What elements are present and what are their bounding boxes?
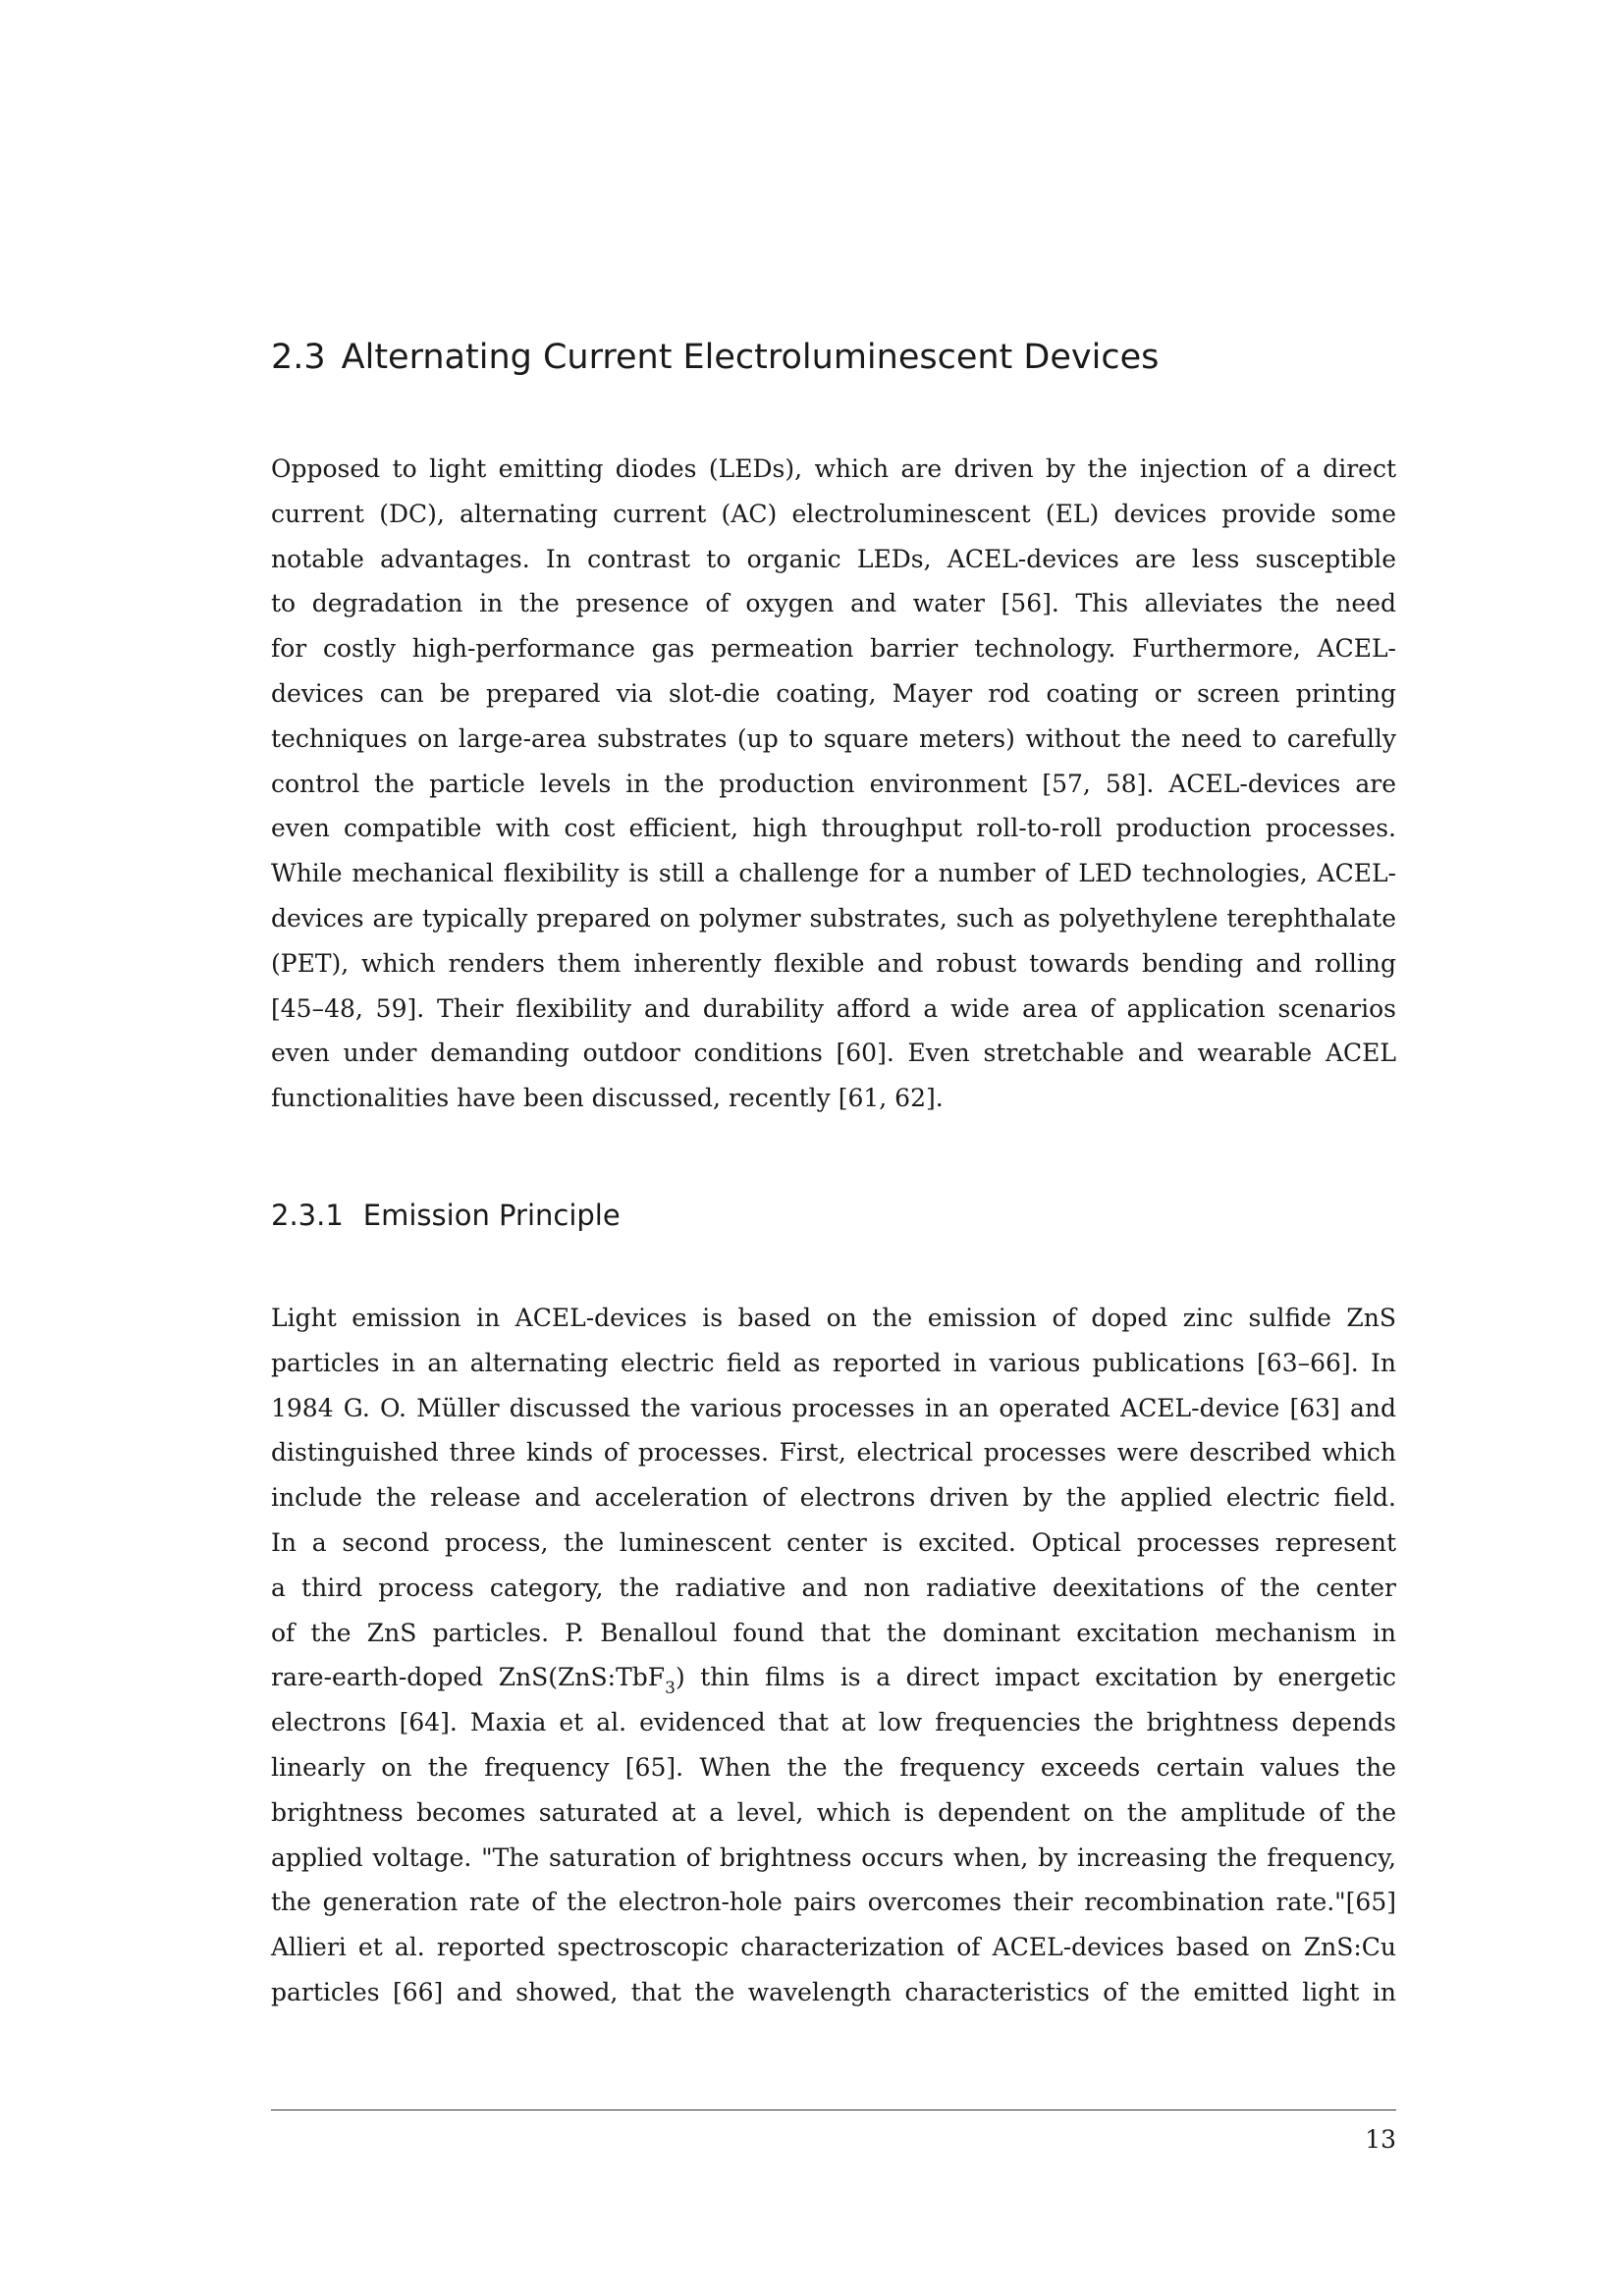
text-line: Allieri et al. reported spectroscopic characterization of ACEL-devices based on ZnS:Cu — [271, 1933, 1396, 1962]
text-line: Opposed to light emitting diodes (LEDs), which are driven by the injection of a direct — [271, 454, 1396, 483]
text-line: particles [66] and showed, that the wavelength characteristics of the emitted light in — [271, 1977, 1396, 2006]
text-line: functionalities have been discussed, recently [61, 62]. — [271, 1084, 944, 1113]
text-line: devices are typically prepared on polymer substrates, such as polyethylene terephthalate — [271, 903, 1396, 933]
section-number: 2.3 — [271, 338, 326, 377]
text-line: even compatible with cost efficient, high throughput roll-to-roll production processes. — [271, 814, 1396, 843]
text-line: current (DC), alternating current (AC) electroluminescent (EL) devices provide some — [271, 499, 1396, 528]
text-line: brightness becomes saturated at a level, which is dependent on the amplitude of the — [271, 1797, 1396, 1827]
formula-subscript: 3 — [665, 1679, 676, 1699]
text-line: electrons [64]. Maxia et al. evidenced that at low frequencies the brightness depends — [271, 1708, 1396, 1737]
text-line: linearly on the frequency [65]. When the the frequency exceeds certain values the — [271, 1752, 1396, 1782]
text-line: In a second process, the luminescent center is excited. Optical processes represent — [271, 1527, 1396, 1557]
text-line: even under demanding outdoor conditions [60]. Even stretchable and wearable ACEL — [271, 1039, 1396, 1068]
text-line: 1984 G. O. Müller discussed the various processes in an operated ACEL-device [63] and — [271, 1393, 1396, 1422]
text-line: techniques on large-area substrates (up to square meters) without the need to carefully — [271, 723, 1396, 753]
text-line: of the ZnS particles. P. Benalloul found that the dominant excitation mechanism in — [271, 1618, 1396, 1647]
text-line: distinguished three kinds of processes. First, electrical processes were described which — [271, 1438, 1396, 1468]
subsection-title: Emission Principle — [362, 1199, 621, 1232]
text-line: include the release and acceleration of electrons driven by the applied electric field. — [271, 1483, 1396, 1513]
text-line: Light emission in ACEL-devices is based on the emission of doped zinc sulfide ZnS — [271, 1304, 1396, 1332]
text-line: control the particle levels in the production environment [57, 58]. ACEL-devices are — [271, 769, 1396, 798]
paragraph-emission-principle — [271, 1296, 1396, 2015]
text-line: to degradation in the presence of oxygen and water [56]. This alleviates the need — [271, 589, 1396, 618]
footer-divider — [271, 2109, 1396, 2110]
text-line: particles in an alternating electric field as reported in various publications [63–66]. In — [271, 1348, 1396, 1377]
text-line: [45–48, 59]. Their flexibility and durability afford a wide area of application scenarios — [271, 993, 1396, 1023]
subsection-number: 2.3.1 — [271, 1199, 344, 1232]
section-title: Alternating Current Electroluminescent Devices — [341, 338, 1160, 377]
text-line: (PET), which renders them inherently flexible and robust towards bending and rolling — [271, 948, 1396, 978]
subsection-heading — [271, 1196, 1400, 1235]
formula-suffix: ) thin films is a direct impact excitation by energetic — [675, 1663, 1396, 1692]
text-line: applied voltage. "The saturation of brightness occurs when, by increasing the frequency, — [271, 1842, 1396, 1872]
text-line: While mechanical flexibility is still a challenge for a number of LED technologies, ACEL- — [271, 859, 1396, 888]
text-line: for costly high-performance gas permeation barrier technology. Furthermore, ACEL- — [271, 634, 1396, 664]
section-heading — [271, 334, 1400, 381]
text-line: the generation rate of the electron-hole pairs overcomes their recombination rate."[65] — [271, 1888, 1396, 1917]
text-line: notable advantages. In contrast to organic LEDs, ACEL-devices are less susceptible — [271, 544, 1396, 573]
paragraph-acel-advantages — [271, 447, 1396, 1121]
page-number: 13 — [1365, 2125, 1396, 2154]
formula-prefix: rare-earth-doped ZnS(ZnS:TbF — [271, 1663, 666, 1692]
text-line: devices can be prepared via slot-die coating, Mayer rod coating or screen printing — [271, 678, 1396, 708]
text-line: a third process category, the radiative and non radiative deexitations of the center — [271, 1573, 1396, 1602]
formula-text-line — [271, 1655, 1396, 1700]
